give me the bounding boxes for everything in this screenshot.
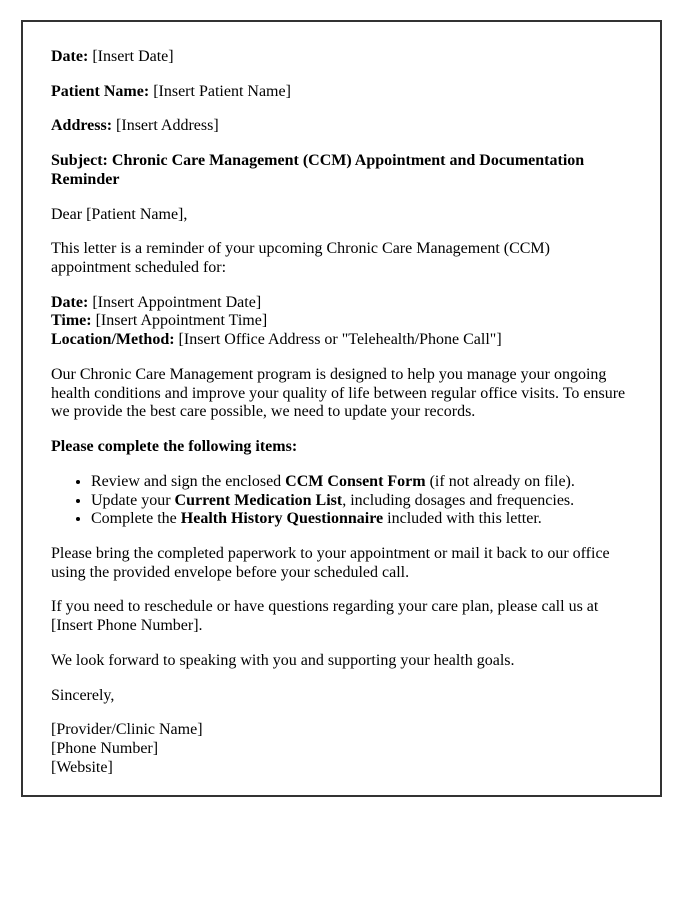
signoff: Sincerely, [51,686,115,704]
address-value: [Insert Address] [112,117,219,135]
item-post-text: (if not already on file). [425,472,575,490]
list-item [91,510,632,529]
appointment-date-value: [Insert Appointment Date] [88,293,262,311]
phone-number-line: [Phone Number] [51,739,159,757]
appointment-date-line [51,294,632,313]
appointment-time-label: Time: [51,312,92,330]
reschedule-paragraph: If you need to reschedule or have questions regarding your care plan, please call us at [Insert Phone Number]. [51,598,599,635]
appointment-location-value: [Insert Office Address or "Telehealth/Phone Call"] [174,331,502,349]
list-item [91,492,632,511]
appointment-time-line [51,312,632,331]
appointment-date-label: Date: [51,293,89,311]
items-heading [51,438,632,457]
item-bold-text: Current Medication List [174,491,343,509]
appointment-time-value: [Insert Appointment Time] [91,312,268,330]
patient-name-label: Patient Name: [51,82,150,100]
paperwork-paragraph: Please bring the completed paperwork to your appointment or mail it back to our office using the provided envelope before your scheduled call. [51,544,610,581]
website-line: [Website] [51,758,113,776]
item-bold-text: CCM Consent Form [285,472,426,490]
closing-paragraph: We look forward to speaking with you and supporting your health goals. [51,651,515,669]
item-post-text: included with this letter. [383,510,542,528]
patient-name-line [51,83,632,102]
item-post-text: , including dosages and frequencies. [342,491,575,509]
appointment-location-line [51,331,632,350]
salutation: Dear [Patient Name], [51,205,188,223]
subject-line [51,152,632,189]
list-item [91,473,632,492]
program-paragraph: Our Chronic Care Management program is designed to help you manage your ongoing health conditions and improve your quality of life between regular office visits. To ensure we provide the best care possible, we need to update your records. [51,365,626,421]
date-value: [Insert Date] [88,48,174,65]
signature-block [51,721,632,777]
patient-name-value: [Insert Patient Name] [149,82,291,100]
item-pre-text: Complete the [91,510,181,528]
appointment-details [51,294,632,350]
item-pre-text: Update your [91,491,175,509]
date-line [51,48,632,67]
provider-name-line: [Provider/Clinic Name] [51,721,203,739]
item-pre-text: Review and sign the enclosed [91,472,286,490]
checklist [51,473,632,529]
intro-paragraph: This letter is a reminder of your upcoming Chronic Care Management (CCM) appointment scheduled for: [51,240,550,277]
items-heading-text: Please complete the following items: [51,438,298,456]
appointment-location-label: Location/Method: [51,331,175,349]
address-line [51,117,632,136]
letter-document [21,20,662,797]
date-label: Date: [51,48,89,65]
item-bold-text: Health History Questionnaire [180,510,384,528]
subject-text: Subject: Chronic Care Management (CCM) Appointment and Documentation Reminder [51,152,585,188]
address-label: Address: [51,117,113,135]
